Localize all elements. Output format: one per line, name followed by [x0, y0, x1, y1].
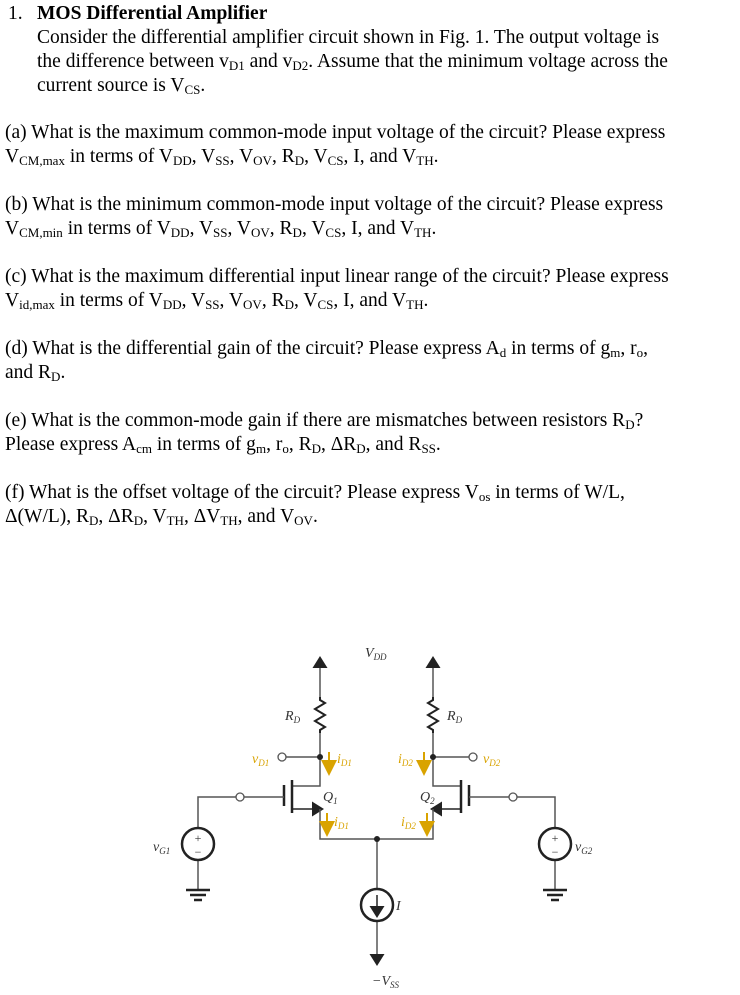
question-line — [5, 121, 665, 145]
text-run: , r — [266, 434, 283, 455]
text-run: , — [643, 338, 648, 359]
subscript: D — [133, 513, 144, 528]
subscript: TH — [166, 513, 184, 528]
subscript: SS — [421, 441, 436, 456]
minus-sign: − — [551, 845, 559, 859]
text-run: in terms of g — [151, 434, 256, 455]
subscript: D — [311, 441, 321, 456]
resistor-rd1 — [315, 697, 325, 733]
subscript: CS — [184, 82, 201, 97]
text-run: , V — [219, 290, 244, 311]
subscript: D1 — [228, 58, 245, 73]
text-run: , and V — [237, 506, 295, 527]
text-run: , V — [304, 146, 328, 167]
text-run: (c) What is the maximum differential input linear range of the circuit? Please express — [5, 266, 669, 287]
vd1-label: $v_{D1}$ — [252, 752, 270, 768]
text-run: , V — [181, 290, 206, 311]
text-run: V — [5, 218, 20, 239]
subscript: TH — [220, 513, 238, 528]
question-line — [5, 145, 438, 173]
text-run: ? — [634, 410, 644, 431]
subscript: D — [625, 417, 635, 432]
resistor-rd2 — [428, 697, 438, 733]
transistor-q2 — [461, 780, 469, 813]
text-run: , r — [620, 338, 637, 359]
text-run: . — [312, 506, 318, 527]
subscript: TH — [406, 297, 424, 312]
q1-label: $Q_1$ — [323, 790, 338, 806]
subscript: D — [89, 513, 99, 528]
subscript: D — [284, 297, 294, 312]
subscript: o — [282, 441, 289, 456]
vss-label: $-V_{SS}$ — [372, 974, 399, 990]
subscript: o — [636, 345, 644, 360]
subscript: cm — [136, 441, 152, 456]
subscript: m — [610, 345, 621, 360]
text-run: , ΔR — [320, 434, 357, 455]
text-run: . — [60, 362, 66, 383]
text-run: in terms of g — [506, 338, 611, 359]
text-run: , V — [227, 218, 251, 239]
text-run: , R — [288, 434, 312, 455]
output-terminal-vd2 — [469, 753, 477, 761]
text-run: current source is V — [37, 75, 185, 96]
subscript: TH — [414, 225, 432, 240]
question-line — [5, 289, 428, 317]
subscript: D — [356, 441, 366, 456]
text-run: and R — [5, 362, 52, 383]
intro-line — [37, 26, 659, 50]
input-terminal-vg1 — [236, 793, 244, 801]
text-run: , V — [301, 218, 326, 239]
question-line — [5, 433, 441, 461]
subscript: m — [255, 441, 267, 456]
vd2-label: $v_{D2}$ — [483, 752, 501, 768]
text-run: , R — [271, 146, 295, 167]
subscript: DD — [162, 297, 182, 312]
subscript: CM,min — [19, 225, 63, 240]
subscript: DD — [172, 153, 192, 168]
question-line — [5, 217, 436, 245]
transistor-q1 — [284, 780, 292, 813]
text-run: (e) What is the common-mode gain if there are mismatches between resistors R — [5, 410, 626, 431]
rd2-label: $R_D$ — [447, 709, 463, 725]
text-run: . Assume that the minimum voltage across the — [308, 51, 668, 72]
output-terminal-vd1 — [278, 753, 286, 761]
question-line — [5, 361, 65, 389]
text-run: V — [5, 290, 20, 311]
text-run: Consider the differential amplifier circuit shown in Fig. 1. The output voltage is — [37, 27, 660, 48]
text-run: , R — [269, 218, 293, 239]
subscript: CS — [325, 225, 342, 240]
vg2-label: $v_{G2}$ — [575, 840, 593, 856]
subscript: CS — [317, 297, 334, 312]
text-run: Please express A — [5, 434, 137, 455]
text-run: , I, and V — [343, 146, 417, 167]
intro-line — [37, 74, 205, 102]
subscript: TH — [416, 153, 434, 168]
text-run: , V — [143, 506, 167, 527]
text-run: in terms of V — [62, 218, 171, 239]
subscript: CS — [327, 153, 344, 168]
subscript: OV — [294, 513, 313, 528]
text-run: in terms of V — [64, 146, 173, 167]
question-line — [5, 193, 663, 217]
minus-sign: − — [194, 845, 202, 859]
vg1-label: $v_{G1}$ — [153, 840, 171, 856]
subscript: OV — [243, 297, 262, 312]
text-run: , V — [229, 146, 254, 167]
text-run: the difference between v — [37, 51, 229, 72]
text-run: . — [433, 146, 439, 167]
text-run: (b) What is the minimum common-mode input voltage of the circuit? Please express — [5, 194, 664, 215]
text-run: , ΔR — [98, 506, 134, 527]
text-run: , I, and V — [333, 290, 407, 311]
subscript: OV — [253, 153, 272, 168]
question-line — [5, 505, 318, 533]
differential-amplifier-circuit — [0, 630, 740, 995]
text-run: . — [423, 290, 429, 311]
text-run: Δ(W/L), R — [5, 506, 90, 527]
subscript: D2 — [292, 58, 309, 73]
text-run: . — [435, 434, 441, 455]
rd1-label: $R_D$ — [285, 709, 301, 725]
current-i-label: I — [396, 899, 401, 914]
text-run: in terms of V — [54, 290, 163, 311]
problem-title: MOS Differential Amplifier — [37, 3, 268, 24]
id1-label-bottom: $i_{D1}$ — [334, 815, 349, 831]
subscript: os — [478, 489, 491, 504]
text-run: , I, and V — [341, 218, 415, 239]
text-run: , V — [191, 146, 216, 167]
subscript: id,max — [19, 297, 55, 312]
text-run: (a) What is the maximum common-mode input voltage of the circuit? Please express — [5, 122, 666, 143]
subscript: D — [51, 369, 61, 384]
subscript: SS — [205, 297, 220, 312]
id2-label-bottom: $i_{D2}$ — [401, 815, 416, 831]
text-run: , V — [293, 290, 318, 311]
id2-label-top: $i_{D2}$ — [398, 752, 413, 768]
subscript: DD — [170, 225, 190, 240]
text-run: , V — [189, 218, 214, 239]
subscript: OV — [251, 225, 270, 240]
vdd-label: $V_{DD}$ — [365, 646, 387, 662]
subscript: D — [292, 225, 302, 240]
text-run: . — [431, 218, 437, 239]
plus-sign: + — [551, 831, 559, 845]
subscript: d — [499, 345, 507, 360]
subscript: SS — [215, 153, 230, 168]
subscript: SS — [213, 225, 228, 240]
input-terminal-vg2 — [509, 793, 517, 801]
question-line — [5, 337, 648, 365]
plus-sign: + — [194, 831, 202, 845]
text-run: (d) What is the differential gain of the circuit? Please express A — [5, 338, 500, 359]
text-run: (f) What is the offset voltage of the circuit? Please express V — [5, 482, 479, 503]
text-run: in terms of W/L, — [490, 482, 625, 503]
subscript: CM,max — [19, 153, 65, 168]
text-run: , and R — [365, 434, 422, 455]
problem-number: 1. — [8, 3, 23, 24]
q2-label: $Q_2$ — [420, 790, 435, 806]
subscript: D — [294, 153, 305, 168]
text-run: V — [5, 146, 20, 167]
text-run: . — [200, 75, 206, 96]
question-line — [5, 265, 669, 289]
text-run: , R — [261, 290, 285, 311]
text-run: , ΔV — [183, 506, 221, 527]
text-run: and v — [244, 51, 293, 72]
id1-label-top: $i_{D1}$ — [337, 752, 352, 768]
